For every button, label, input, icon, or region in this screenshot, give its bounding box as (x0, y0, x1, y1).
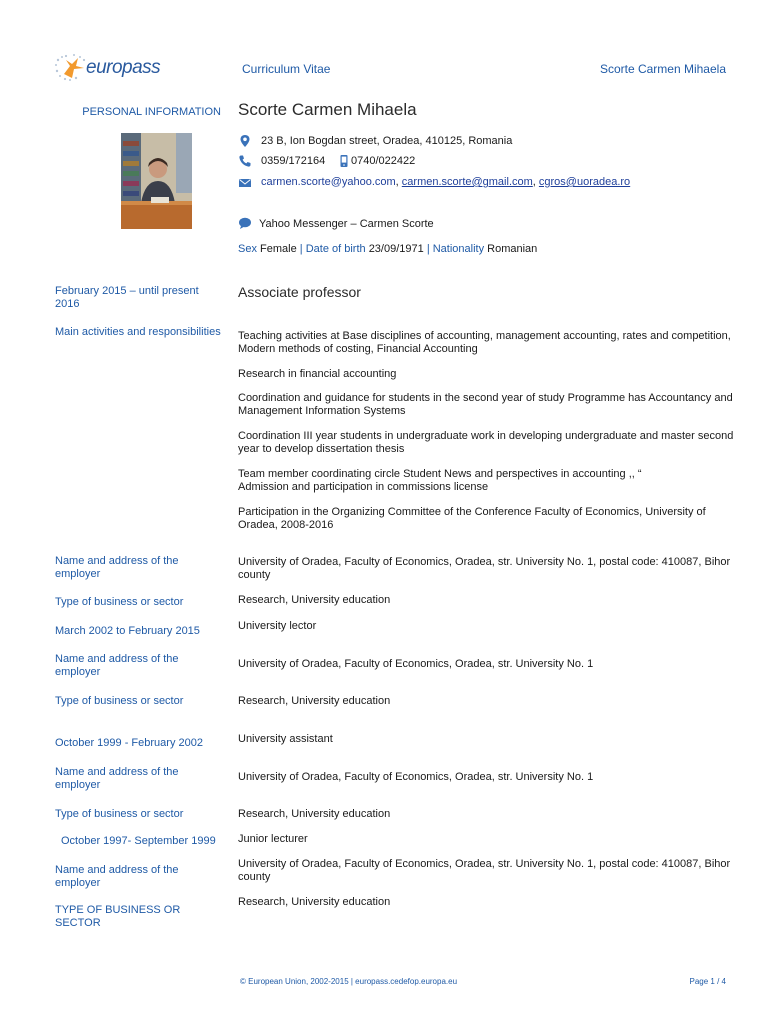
address: 23 B, Ion Bogdan street, Oradea, 410125, Romania (261, 135, 513, 147)
email-icon (238, 176, 252, 190)
sector: Research, University education (238, 808, 391, 820)
sector: Research, University education (238, 896, 391, 908)
nationality-value: Romanian (487, 243, 538, 255)
chat-bubble-icon (238, 216, 252, 230)
email-yahoo-link[interactable]: carmen.scorte@yahoo.com (261, 176, 396, 188)
page-number: Page 1 / 4 (689, 977, 726, 986)
profile-photo (121, 133, 192, 229)
mobile-number[interactable]: 0740/022422 (351, 155, 416, 167)
employer-label: Name and address of the employer (55, 864, 179, 889)
sex-value: Female (260, 243, 297, 255)
employer-label: Name and address of the employer (55, 766, 179, 791)
sector: Research, University education (238, 695, 391, 707)
email-separator: , (395, 176, 402, 188)
job-title: University assistant (238, 733, 333, 745)
separator: | (426, 243, 430, 255)
job-period: March 2002 to February 2015 (55, 625, 200, 637)
activity-item: Admission and participation in commissions license (238, 481, 489, 493)
activity-item: Teaching activities at Base disciplines of accounting, management accounting, rates and competition, Modern methods of costing, Financial Accounting (238, 330, 731, 355)
employer: University of Oradea, Faculty of Economics, Oradea, str. University No. 1 (238, 658, 594, 670)
sector: Research, University education (238, 594, 391, 606)
email-uoradea-link[interactable]: cgros@uoradea.ro (538, 176, 631, 188)
phone-number[interactable]: 0359/172164 (261, 155, 326, 167)
dob-label: Date of birth (305, 243, 366, 255)
job-title: Junior lecturer (238, 833, 308, 845)
email-line (261, 176, 630, 188)
nationality-label: Nationality (432, 243, 485, 255)
header-name: Scorte Carmen Mihaela (599, 62, 726, 76)
activities-label: Main activities and responsibilities (55, 326, 221, 338)
sex-label: Sex (238, 243, 257, 255)
europass-logo (52, 52, 162, 84)
messenger: Yahoo Messenger – Carmen Scorte (259, 218, 434, 230)
sector-label: TYPE OF BUSINESS OR SECTOR (55, 904, 181, 929)
full-name: Scorte Carmen Mihaela (238, 100, 417, 119)
job-period: October 1999 - February 2002 (55, 737, 203, 749)
activity-item: Team member coordinating circle Student News and perspectives in accounting ,, “ (238, 468, 642, 480)
email-gmail-link[interactable]: carmen.scorte@gmail.com (401, 176, 533, 188)
separator: | (299, 243, 303, 255)
location-pin-icon (238, 134, 252, 148)
activity-item: Coordination and guidance for students in the second year of study Programme has Accountancy and Management Information Systems (238, 392, 733, 417)
phone-icon (238, 154, 252, 168)
employer: University of Oradea, Faculty of Economics, Oradea, str. University No. 1, postal code: 410087, Bihor county (238, 556, 731, 581)
job-title: Associate professor (238, 284, 361, 300)
mobile-phone-icon (337, 154, 351, 168)
email-separator: , (532, 176, 539, 188)
sector-label: Type of business or sector (55, 596, 184, 608)
footer-copyright: © European Union, 2002-2015 | europass.cedefop.europa.eu (240, 977, 458, 986)
job-period: February 2015 – until present 2016 (55, 285, 199, 310)
employer-label: Name and address of the employer (55, 555, 179, 580)
dob-value: 23/09/1971 (368, 243, 424, 255)
logo-wordmark: europass (86, 57, 161, 78)
employer-label: Name and address of the employer (55, 653, 179, 678)
activity-item: Research in financial accounting (238, 368, 397, 380)
sector-label: Type of business or sector (55, 695, 184, 707)
job-period: October 1997- September 1999 (61, 835, 216, 847)
sector-label: Type of business or sector (55, 808, 184, 820)
employer: University of Oradea, Faculty of Economics, Oradea, str. University No. 1 (238, 771, 594, 783)
activity-item: Participation in the Organizing Committee of the Conference Faculty of Economics, University of Oradea, 2008-2016 (238, 506, 706, 531)
personal-details-line (238, 243, 537, 255)
job-title: University lector (238, 620, 317, 632)
doc-title: Curriculum Vitae (242, 62, 331, 76)
activity-item: Coordination III year students in undergraduate work in developing undergraduate and master second year to develop dissertation thesis (238, 430, 734, 455)
personal-info-label: PERSONAL INFORMATION (82, 106, 221, 118)
employer: University of Oradea, Faculty of Economics, Oradea, str. University No. 1, postal code: 410087, Bihor county (238, 858, 731, 883)
